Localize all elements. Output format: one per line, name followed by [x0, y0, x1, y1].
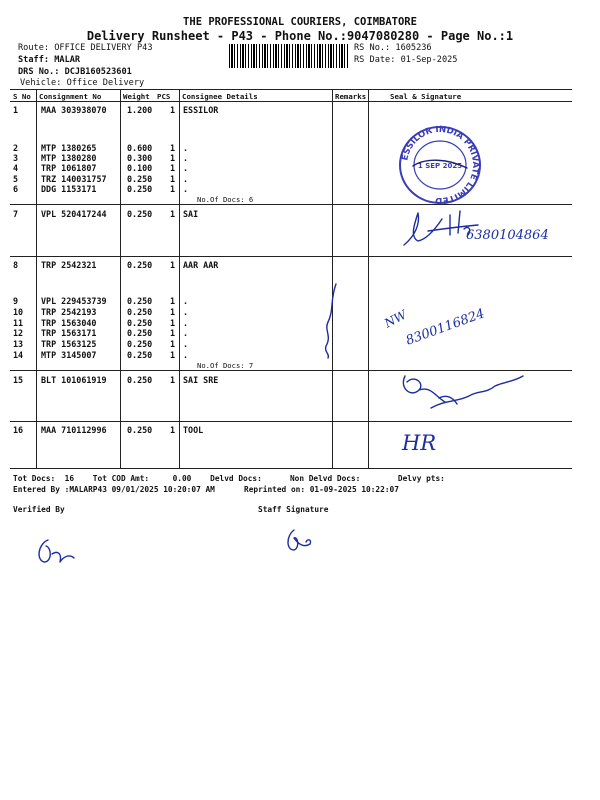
row-consignee: SAI SRE: [183, 375, 219, 385]
row-pcs: 1: [170, 425, 176, 435]
row-consignment: TRP 1563125: [41, 339, 97, 349]
row-consignment: MAA 303938070: [41, 105, 107, 115]
row-sno: 4: [13, 163, 19, 173]
staff-signature-label: Staff Signature: [258, 505, 329, 514]
col-sep: [36, 89, 37, 468]
row-consignment: MTP 1380280: [41, 153, 97, 163]
col-sep: [120, 89, 121, 468]
row-consignee: AAR AAR: [183, 260, 219, 270]
row-weight: 0.250: [127, 260, 153, 270]
row-consignee: .: [183, 328, 189, 338]
handwritten-phone: 6380104864: [466, 228, 549, 243]
col-sep: [179, 89, 180, 468]
row-sno: 3: [13, 153, 19, 163]
row-consignment: MAA 710112996: [41, 425, 107, 435]
stamp-date: 1 SEP 2025: [417, 162, 463, 170]
barcode: [229, 44, 349, 68]
row-sno: 15: [13, 375, 24, 385]
table-top-rule: [10, 89, 572, 90]
row-consignment: TRP 1563040: [41, 318, 97, 328]
row-weight: 0.250: [127, 328, 153, 338]
row-pcs: 1: [170, 296, 176, 306]
row-sno: 9: [13, 296, 19, 306]
row-consignment: TRP 2542193: [41, 307, 97, 317]
row-pcs: 1: [170, 260, 176, 270]
table-bottom-rule: [10, 468, 572, 469]
stamp-company-text: ESSILOR INDIA PRIVATE LIMITED: [400, 124, 481, 206]
signature-row-15: [395, 368, 530, 414]
row-consignee: .: [183, 184, 189, 194]
row-weight: 1.200: [127, 105, 153, 115]
col-header-weight: Weight: [123, 92, 150, 101]
row-consignment: TRP 2542321: [41, 260, 97, 270]
row-weight: 0.250: [127, 339, 153, 349]
row-weight: 0.250: [127, 209, 153, 219]
row-pcs: 1: [170, 350, 176, 360]
row-consignee: .: [183, 163, 189, 173]
row-weight: 0.250: [127, 184, 153, 194]
row-sno: 1: [13, 105, 19, 115]
company-name: THE PROFESSIONAL COURIERS, COIMBATORE: [183, 16, 417, 28]
rs-date: RS Date: 01-Sep-2025: [354, 55, 458, 65]
row-weight: 0.250: [127, 425, 153, 435]
row-pcs: 1: [170, 105, 176, 115]
col-header-consignment: Consignment No: [39, 92, 102, 101]
row-consignee: SAI: [183, 209, 199, 219]
row-consignee: .: [183, 174, 189, 184]
group-divider: [10, 256, 572, 257]
entered-by: Entered By :MALARP43 09/01/2025 10:20:07 AM: [13, 485, 215, 494]
group-doc-count: No.Of Docs: 6: [197, 195, 254, 204]
row-pcs: 1: [170, 174, 176, 184]
row-weight: 0.250: [127, 318, 153, 328]
row-consignee: .: [183, 350, 189, 360]
handwritten-number: 8300116824: [403, 306, 487, 349]
row-sno: 8: [13, 260, 19, 270]
company-stamp: [395, 122, 485, 208]
rs-number: RS No.: 1605236: [354, 43, 432, 53]
row-weight: 0.250: [127, 296, 153, 306]
staff-label: Staff: MALAR: [18, 55, 81, 65]
handwritten-initials: HR: [402, 431, 437, 455]
row-weight: 0.300: [127, 153, 153, 163]
row-sno: 13: [13, 339, 24, 349]
header-bottom-rule: [10, 101, 572, 102]
drs-number: DRS No.: DCJB160523601: [18, 67, 132, 77]
row-pcs: 1: [170, 307, 176, 317]
row-sno: 11: [13, 318, 24, 328]
row-consignment: BLT 101061919: [41, 375, 107, 385]
row-sno: 6: [13, 184, 19, 194]
row-pcs: 1: [170, 339, 176, 349]
row-sno: 16: [13, 425, 24, 435]
row-weight: 0.250: [127, 307, 153, 317]
row-weight: 0.250: [127, 350, 153, 360]
row-consignee: ESSILOR: [183, 105, 219, 115]
row-consignment: TRZ 140031757: [41, 174, 107, 184]
staff-signature: [280, 524, 320, 560]
row-weight: 0.250: [127, 375, 153, 385]
row-consignee: .: [183, 143, 189, 153]
row-sno: 10: [13, 307, 24, 317]
row-sno: 2: [13, 143, 19, 153]
row-sno: 5: [13, 174, 19, 184]
row-consignment: MTP 3145007: [41, 350, 97, 360]
row-pcs: 1: [170, 328, 176, 338]
row-pcs: 1: [170, 375, 176, 385]
verified-signature: [30, 532, 80, 572]
col-sep: [368, 89, 369, 468]
route-label: Route: OFFICE DELIVERY P43: [18, 43, 153, 53]
row-consignment: DDG 1153171: [41, 184, 97, 194]
row-sno: 14: [13, 350, 24, 360]
row-weight: 0.250: [127, 174, 153, 184]
runsheet-title: Delivery Runsheet - P43 - Phone No.:9047080280 - Page No.:1: [86, 29, 514, 43]
row-weight: 0.600: [127, 143, 153, 153]
row-consignee: TOOL: [183, 425, 204, 435]
remarks-mark: [318, 280, 348, 360]
col-sep: [332, 89, 333, 468]
group-divider: [10, 421, 572, 422]
reprinted-on: Reprinted on: 01-09-2025 10:22:07: [244, 485, 399, 494]
totals-summary: Tot Docs: 16 Tot COD Amt: 0.00 Delvd Docs: Non Delvd Docs: Delvy pts:: [13, 474, 445, 483]
row-pcs: 1: [170, 318, 176, 328]
row-consignee: .: [183, 307, 189, 317]
row-consignee: .: [183, 339, 189, 349]
row-consignee: .: [183, 153, 189, 163]
col-header-consignee: Consignee Details: [182, 92, 258, 101]
group-doc-count: No.Of Docs: 7: [197, 361, 254, 370]
col-header-pcs: PCS: [157, 92, 171, 101]
col-header-remarks: Remarks: [335, 92, 367, 101]
vehicle-label: Vehicle: Office Delivery: [20, 78, 145, 88]
row-consignee: .: [183, 318, 189, 328]
row-consignment: VPL 229453739: [41, 296, 107, 306]
row-consignment: MTP 1380265: [41, 143, 97, 153]
row-sno: 12: [13, 328, 24, 338]
row-pcs: 1: [170, 143, 176, 153]
col-header-seal: Seal & Signature: [390, 92, 462, 101]
row-consignment: TRP 1563171: [41, 328, 97, 338]
row-sno: 7: [13, 209, 19, 219]
row-consignment: VPL 520417244: [41, 209, 107, 219]
row-pcs: 1: [170, 153, 176, 163]
row-pcs: 1: [170, 209, 176, 219]
row-consignee: .: [183, 296, 189, 306]
row-consignment: TRP 1061807: [41, 163, 97, 173]
row-pcs: 1: [170, 184, 176, 194]
handwritten-nw: NW: [382, 307, 409, 331]
row-pcs: 1: [170, 163, 176, 173]
row-weight: 0.100: [127, 163, 153, 173]
col-header-sno: S No: [13, 92, 31, 101]
verified-by-label: Verified By: [13, 505, 65, 514]
